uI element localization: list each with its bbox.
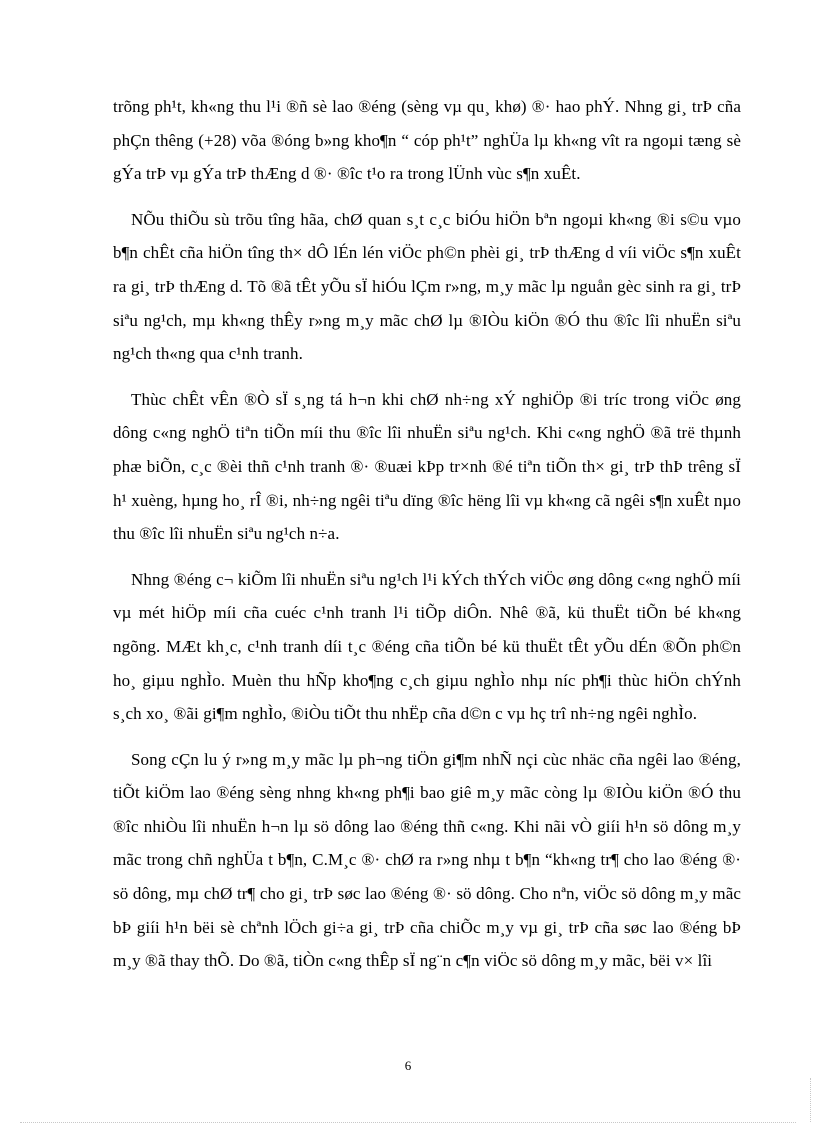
- paragraph-2: NÕu thiÕu sù trõu tîng hãa, chØ quan s¸t c¸c biÓu hiÖn bªn ngoµi kh«ng ®i s©u vµo b¶n chÊt cña hiÖn tîng th× dÔ lÉn lén viÖc ph©n phèi gi¸ trÞ thÆng d víi viÖc s¶n xuÊt ra gi¸ trÞ thÆng d. Tõ ®ã tÊt yÕu sÏ hiÓu lÇm r»ng, m¸y mãc lµ nguån gèc sinh ra gi¸ trÞ siªu ng¹ch, mµ kh«ng thÊy r»ng m¸y mãc chØ lµ ®IÒu kiÖn ®Ó thu ®îc lîi nhuËn siªu ng¹ch th«ng qua c¹nh tranh.: [113, 209, 741, 364]
- paragraph-3: Thùc chÊt vÊn ®Ò sÏ s¸ng tá h¬n khi chØ nh÷ng xÝ nghiÖp ®i tríc trong viÖc øng dông c«ng nghÖ tiªn tiÕn míi thu ®îc lîi nhuËn siªu ng¹ch. Khi c«ng nghÖ ®ã trë thµnh phæ biÕn, c¸c ®èi thñ c¹nh tranh ®· ®uæi kÞp tr×nh ®é tiªn tiÕn th× gi¸ trÞ thÞ trêng sÏ h¹ xuèng, hµng ho¸ rÎ ®i, nh÷ng ngêi tiªu dïng ®îc hëng lîi vµ kh«ng cã ngêi s¶n xuÊt nµo thu ®îc lîi nhuËn siªu ng¹ch n÷a.: [113, 389, 741, 544]
- page-number: 6: [404, 1058, 412, 1073]
- paragraph-5: Song cÇn lu ý r»ng m¸y mãc lµ ph¬ng tiÖn gi¶m nhÑ nçi cùc nhäc cña ngêi lao ®éng, tiÕt kiÖm lao ®éng sèng nhng kh«ng ph¶i bao giê m¸y mãc còng lµ ®IÒu kiÖn ®Ó thu ®îc nhiÒu lîi nhuËn h¬n lµ sö dông lao ®éng thñ c«ng. Khi nãi vÒ giíi h¹n sö dông m¸y mãc trong chñ nghÜa t b¶n, C.M¸c ®· chØ ra r»ng nhµ t b¶n “kh«ng tr¶ cho lao ®éng ®· sö dông, mµ chØ tr¶ cho gi¸ trÞ søc lao ®éng ®· sö dông. Cho nªn, viÖc sö dông m¸y mãc bÞ giíi h¹n bëi sè chªnh lÖch gi÷a gi¸ trÞ cña chiÕc m¸y vµ gi¸ trÞ cña søc lao ®éng bÞ m¸y ®ã thay thÕ. Do ®ã, tiÒn c«ng thÊp sÏ ng¨n c¶n viÖc sö dông m¸y mãc, bëi v× lîi: [113, 749, 741, 971]
- document-body: [113, 90, 741, 990]
- page-side-border: [810, 1078, 811, 1122]
- paragraph-4: Nhng ®éng c¬ kiÕm lîi nhuËn siªu ng¹ch l¹i kÝch thÝch viÖc øng dông c«ng nghÖ míi vµ mét hiÖp míi cña cuéc c¹nh tranh l¹i tiÕp diÔn. Nhê ®ã, kü thuËt tiÕn bé kh«ng ngõng. MÆt kh¸c, c¹nh tranh díi t¸c ®éng cña tiÕn bé kü thuËt tÊt yÕu dÉn ®Õn ph©n ho¸ giµu nghÌo. Muèn thu hÑp kho¶ng c¸ch giµu nghÌo nhµ níc ph¶i thùc hiÖn chÝnh s¸ch xo¸ ®ãi gi¶m nghÌo, ®iÒu tiÕt thu nhËp cña d©n c vµ hç trî nh÷ng ngêi nghÌo.: [113, 569, 741, 724]
- paragraph-1: trõng ph¹t, kh«ng thu l¹i ®ñ sè lao ®éng (sèng vµ qu¸ khø) ®· hao phÝ. Nhng gi¸ trÞ cña phÇn thêng (+28) võa ®óng b»ng kho¶n “ cóp ph¹t” nghÜa lµ kh«ng vît ra ngoµi tæng sè gÝa trÞ vµ gÝa trÞ thÆng d ®· ®îc t¹o ra trong lÜnh vùc s¶n xuÊt.: [113, 97, 741, 184]
